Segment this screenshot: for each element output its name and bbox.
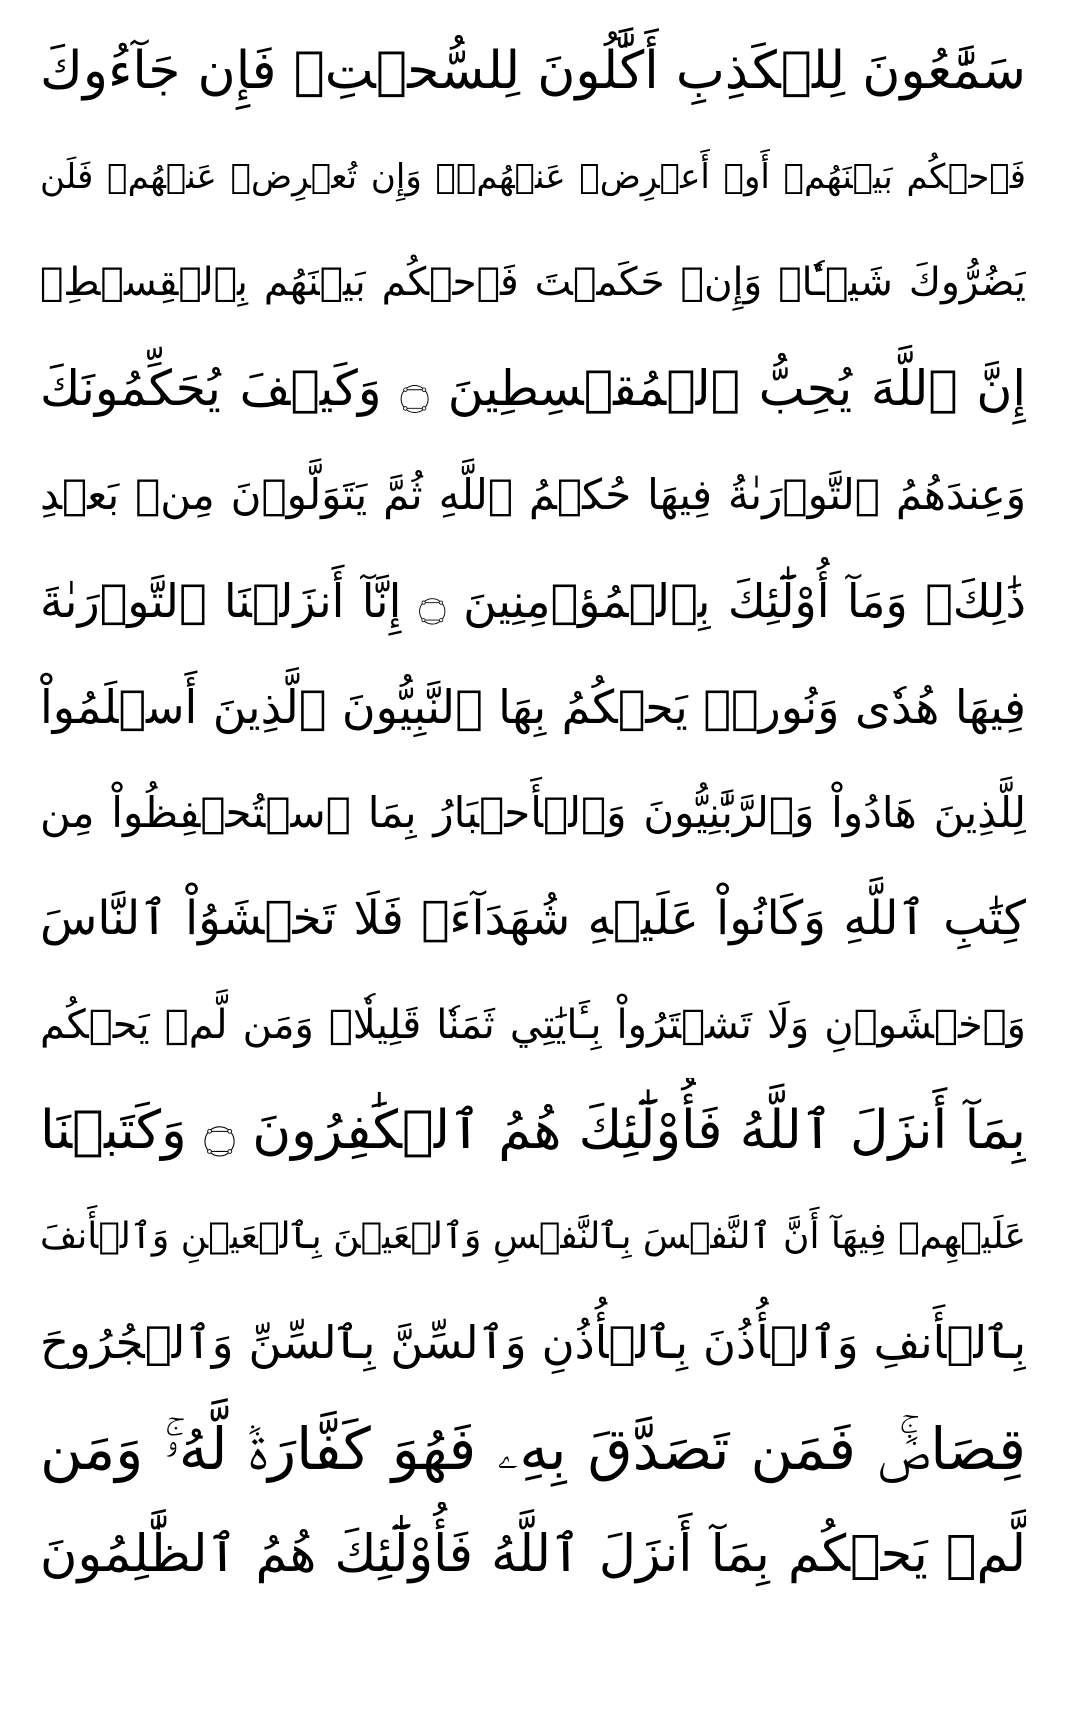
text-line: لَّمۡ يَحۡكُم بِمَآ أَنزَلَ ٱللَّهُ فَأُوْلَٰٓئِكَ هُمُ ٱلظَّٰلِمُونَ	[40, 1525, 1026, 1584]
text-line: كِتَٰبِ ٱللَّهِ وَكَانُواْ عَلَيۡهِ شُهَدَآءَۚ فَلَا تَخۡشَوُاْ ٱلنَّاسَ	[40, 891, 1026, 946]
text-line: ذَٰلِكَۚ وَمَآ أُوْلَٰٓئِكَ بِٱلۡمُؤۡمِنِينَ ۝ إِنَّآ أَنزَلۡنَا ٱلتَّوۡرَىٰةَ	[40, 574, 1026, 628]
text-line: بِٱلۡأَنفِ وَٱلۡأُذُنَ بِٱلۡأُذُنِ وَٱلسِّنَّ بِٱلسِّنِّ وَٱلۡجُرُوحَ	[40, 1316, 1026, 1369]
text-line: قِصَاصٞۚ فَمَن تَصَدَّقَ بِهِۦ فَهُوَ كَفَّارَةٞ لَّهُۥۚ وَمَن	[40, 1415, 1026, 1483]
text-line: فِيهَا هُدٗى وَنُورٞۚ يَحۡكُمُ بِهَا ٱلنَّبِيُّونَ ٱلَّذِينَ أَسۡلَمُواْ	[40, 680, 1026, 734]
text-line: فَٱحۡكُم بَيۡنَهُمۡ أَوۡ أَعۡرِضۡ عَنۡهُمۡۖ وَإِن تُعۡرِضۡ عَنۡهُمۡ فَلَن	[40, 157, 1026, 197]
text-line: لِلَّذِينَ هَادُواْ وَٱلرَّبَّٰنِيُّونَ وَٱلۡأَحۡبَارُ بِمَا ٱسۡتُحۡفِظُواْ مِن	[40, 788, 1026, 837]
text-line: يَضُرُّوكَ شَيۡـٔٗاۖ وَإِنۡ حَكَمۡتَ فَٱحۡكُم بَيۡنَهُم بِٱلۡقِسۡطِۚ	[40, 260, 1026, 305]
text-line: عَلَيۡهِمۡ فِيهَآ أَنَّ ٱلنَّفۡسَ بِٱلنَّفۡسِ وَٱلۡعَيۡنَ بِٱلۡعَيۡنِ وَٱلۡأَنفَ	[40, 1216, 1026, 1257]
text-line: سَمَّٰعُونَ لِلۡكَذِبِ أَكَّٰلُونَ لِلسُّحۡتِۚ فَإِن جَآءُوكَ	[40, 41, 1026, 101]
text-line: وَٱخۡشَوۡنِ وَلَا تَشۡتَرُواْ بِـَٔايَٰتِي ثَمَنٗا قَلِيلٗاۚ وَمَن لَّمۡ يَحۡكُم	[40, 1002, 1026, 1048]
text-line: بِمَآ أَنزَلَ ٱللَّهُ فَأُوْلَٰٓئِكَ هُمُ ٱلۡكَٰفِرُونَ ۝ وَكَتَبۡنَا	[40, 1100, 1026, 1161]
text-line: وَعِندَهُمُ ٱلتَّوۡرَىٰةُ فِيهَا حُكۡمُ ٱللَّهِ ثُمَّ يَتَوَلَّوۡنَ مِنۢ بَعۡدِ	[40, 470, 1026, 519]
text-line: إِنَّ ٱللَّهَ يُحِبُّ ٱلۡمُقۡسِطِينَ ۝ وَكَيۡفَ يُحَكِّمُونَكَ	[40, 360, 1026, 417]
quran-text-block	[40, 18, 1026, 1608]
